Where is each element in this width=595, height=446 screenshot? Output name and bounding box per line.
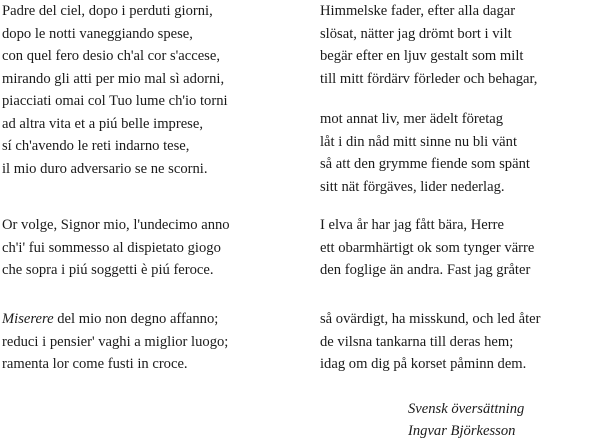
verse-line: dopo le notti vaneggiando spese, — [2, 25, 193, 42]
verse-line: il mio duro adversario se ne scorni. — [2, 160, 208, 177]
verse-line: Or volge, Signor mio, l'undecimo anno — [2, 217, 230, 233]
verse-line-rest: del mio non degno affanno; — [53, 311, 219, 327]
verse-line: sitt nät förgäves, lider nederlag. — [320, 178, 505, 195]
verse-line: mirando gli atti per mio mal sì adorni, — [2, 70, 225, 87]
verse-line: låt i din nåd mitt sinne nu bli vänt — [320, 133, 517, 150]
swedish-stanza-1 — [320, 0, 537, 90]
translator-credit — [408, 398, 588, 442]
verse-line: slösat, nätter jag drömt bort i vilt — [320, 25, 512, 42]
verse-line: till mitt fördärv förleder och behagar, — [320, 70, 538, 87]
italian-stanza-4 — [2, 308, 228, 376]
verse-line: idag om dig på korset påminn dem. — [320, 356, 527, 373]
verse-line: sí ch'avendo le reti indarno tese, — [2, 138, 190, 155]
verse-line: mot annat liv, mer ädelt företag — [320, 111, 504, 127]
verse-line: con quel fero desio ch'al cor s'accese, — [2, 48, 220, 65]
verse-line: den foglige än andra. Fast jag gråter — [320, 262, 531, 279]
verse-line: så att den grymme fiende som spänt — [320, 156, 530, 173]
italian-stanza-3 — [2, 214, 230, 282]
verse-line: I elva år har jag fått bära, Herre — [320, 217, 504, 233]
credit-line: Svensk översättning — [408, 401, 525, 417]
verse-line: de vilsna tankarna till deras hem; — [320, 333, 514, 350]
italian-stanza-1 — [2, 0, 224, 90]
verse-line: ett obarmhärtigt ok som tynger värre — [320, 239, 535, 256]
verse-line: Himmelske fader, efter alla dagar — [320, 3, 516, 19]
verse-line: ch'i' fui sommesso al dispietato giogo — [2, 239, 221, 256]
verse-line: så ovärdigt, ha misskund, och led åter — [320, 311, 541, 327]
translator-name: Ingvar Björkesson — [408, 423, 516, 439]
emphasized-word: Miserere — [2, 311, 54, 327]
verse-line: begär efter en ljuv gestalt som milt — [320, 48, 524, 65]
swedish-stanza-4 — [320, 308, 540, 376]
verse-line — [2, 308, 228, 331]
verse-line: ramenta lor come fusti in croce. — [2, 356, 188, 373]
verse-line: ad altra vita et a piú belle imprese, — [2, 115, 203, 132]
italian-stanza-2 — [2, 90, 228, 180]
swedish-stanza-3 — [320, 214, 534, 282]
verse-line: piacciati omai col Tuo lume ch'io torni — [2, 93, 228, 109]
verse-line: reduci i pensier' vaghi a miglior luogo; — [2, 333, 229, 350]
verse-line: Padre del ciel, dopo i perduti giorni, — [2, 3, 213, 19]
swedish-stanza-2 — [320, 108, 530, 198]
verse-line: che sopra i piú soggetti è piú feroce. — [2, 262, 214, 279]
